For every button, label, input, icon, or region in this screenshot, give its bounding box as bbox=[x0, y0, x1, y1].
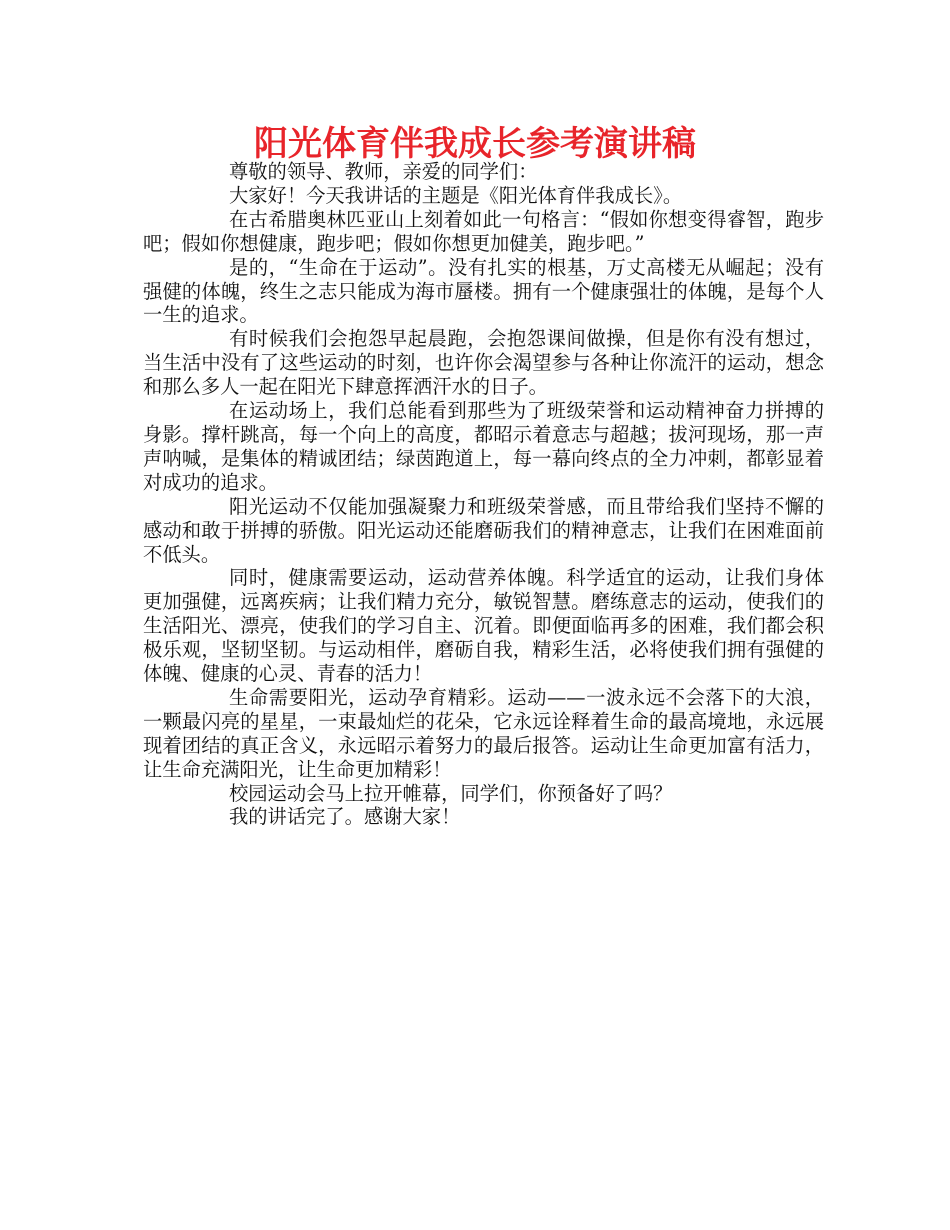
document-body bbox=[143, 160, 824, 829]
paragraph-life-in-motion: 是的，“生命在于运动”。没有扎实的根基，万丈高楼无从崛起；没有强健的体魄，终生之志只能成为海市蜃楼。拥有一个健康强壮的体魄，是每个人一生的追求。 bbox=[143, 255, 824, 327]
paragraph-closing: 我的讲话完了。感谢大家！ bbox=[229, 805, 461, 829]
paragraph-cohesion: 阳光运动不仅能加强凝聚力和班级荣誉感，而且带给我们坚持不懈的感动和敢于拼搏的骄傲。阳光运动还能磨砺我们的精神意志，让我们在困难面前不低头。 bbox=[143, 494, 824, 566]
paragraph-sports-field: 在运动场上，我们总能看到那些为了班级荣誉和运动精神奋力拼搏的身影。撑杆跳高，每一个向上的高度，都昭示着意志与超越；拔河现场，那一声声呐喊，是集体的精诚团结；绿茵跑道上，每一幕向终点的全力冲刺，都彰显着对成功的追求。 bbox=[143, 399, 824, 494]
document-title: 阳光体育伴我成长参考演讲稿 bbox=[254, 124, 696, 164]
paragraph-sunshine: 生命需要阳光，运动孕育精彩。运动——一波永远不会落下的大浪，一颗最闪亮的星星，一束最灿烂的花朵，它永远诠释着生命的最高境地，永远展现着团结的真正含义，永远昭示着努力的最后报答。运动让生命更加富有活力，让生命充满阳光，让生命更加精彩！ bbox=[143, 685, 824, 781]
paragraph-topic: 大家好！今天我讲话的主题是《阳光体育伴我成长》。 bbox=[229, 183, 683, 207]
paragraph-health: 同时，健康需要运动，运动营养体魄。科学适宜的运动，让我们身体更加强健，远离疾病；让我们精力充分，敏锐智慧。磨练意志的运动，使我们的生活阳光、漂亮，使我们的学习自主、沉着。即便面临再多的困难，我们都会积极乐观，坚韧坚韧。与运动相伴，磨砺自我，精彩生活，必将使我们拥有强健的体魄、健康的心灵、青春的活力！ bbox=[143, 566, 824, 686]
paragraph-complaints: 有时候我们会抱怨早起晨跑，会抱怨课间做操，但是你有没有想过，当生活中没有了这些运动的时刻，也许你会渴望参与各种让你流汗的运动，想念和那么多人一起在阳光下肆意挥洒汗水的日子。 bbox=[143, 327, 824, 399]
paragraph-motto: 在古希腊奥林匹亚山上刻着如此一句格言：“假如你想变得睿智，跑步吧；假如你想健康，跑步吧；假如你想更加健美，跑步吧。” bbox=[143, 207, 824, 255]
paragraph-sports-meet: 校园运动会马上拉开帷幕，同学们，你预备好了吗？ bbox=[229, 781, 673, 805]
paragraph-greeting: 尊敬的领导、教师，亲爱的同学们： bbox=[229, 160, 538, 183]
